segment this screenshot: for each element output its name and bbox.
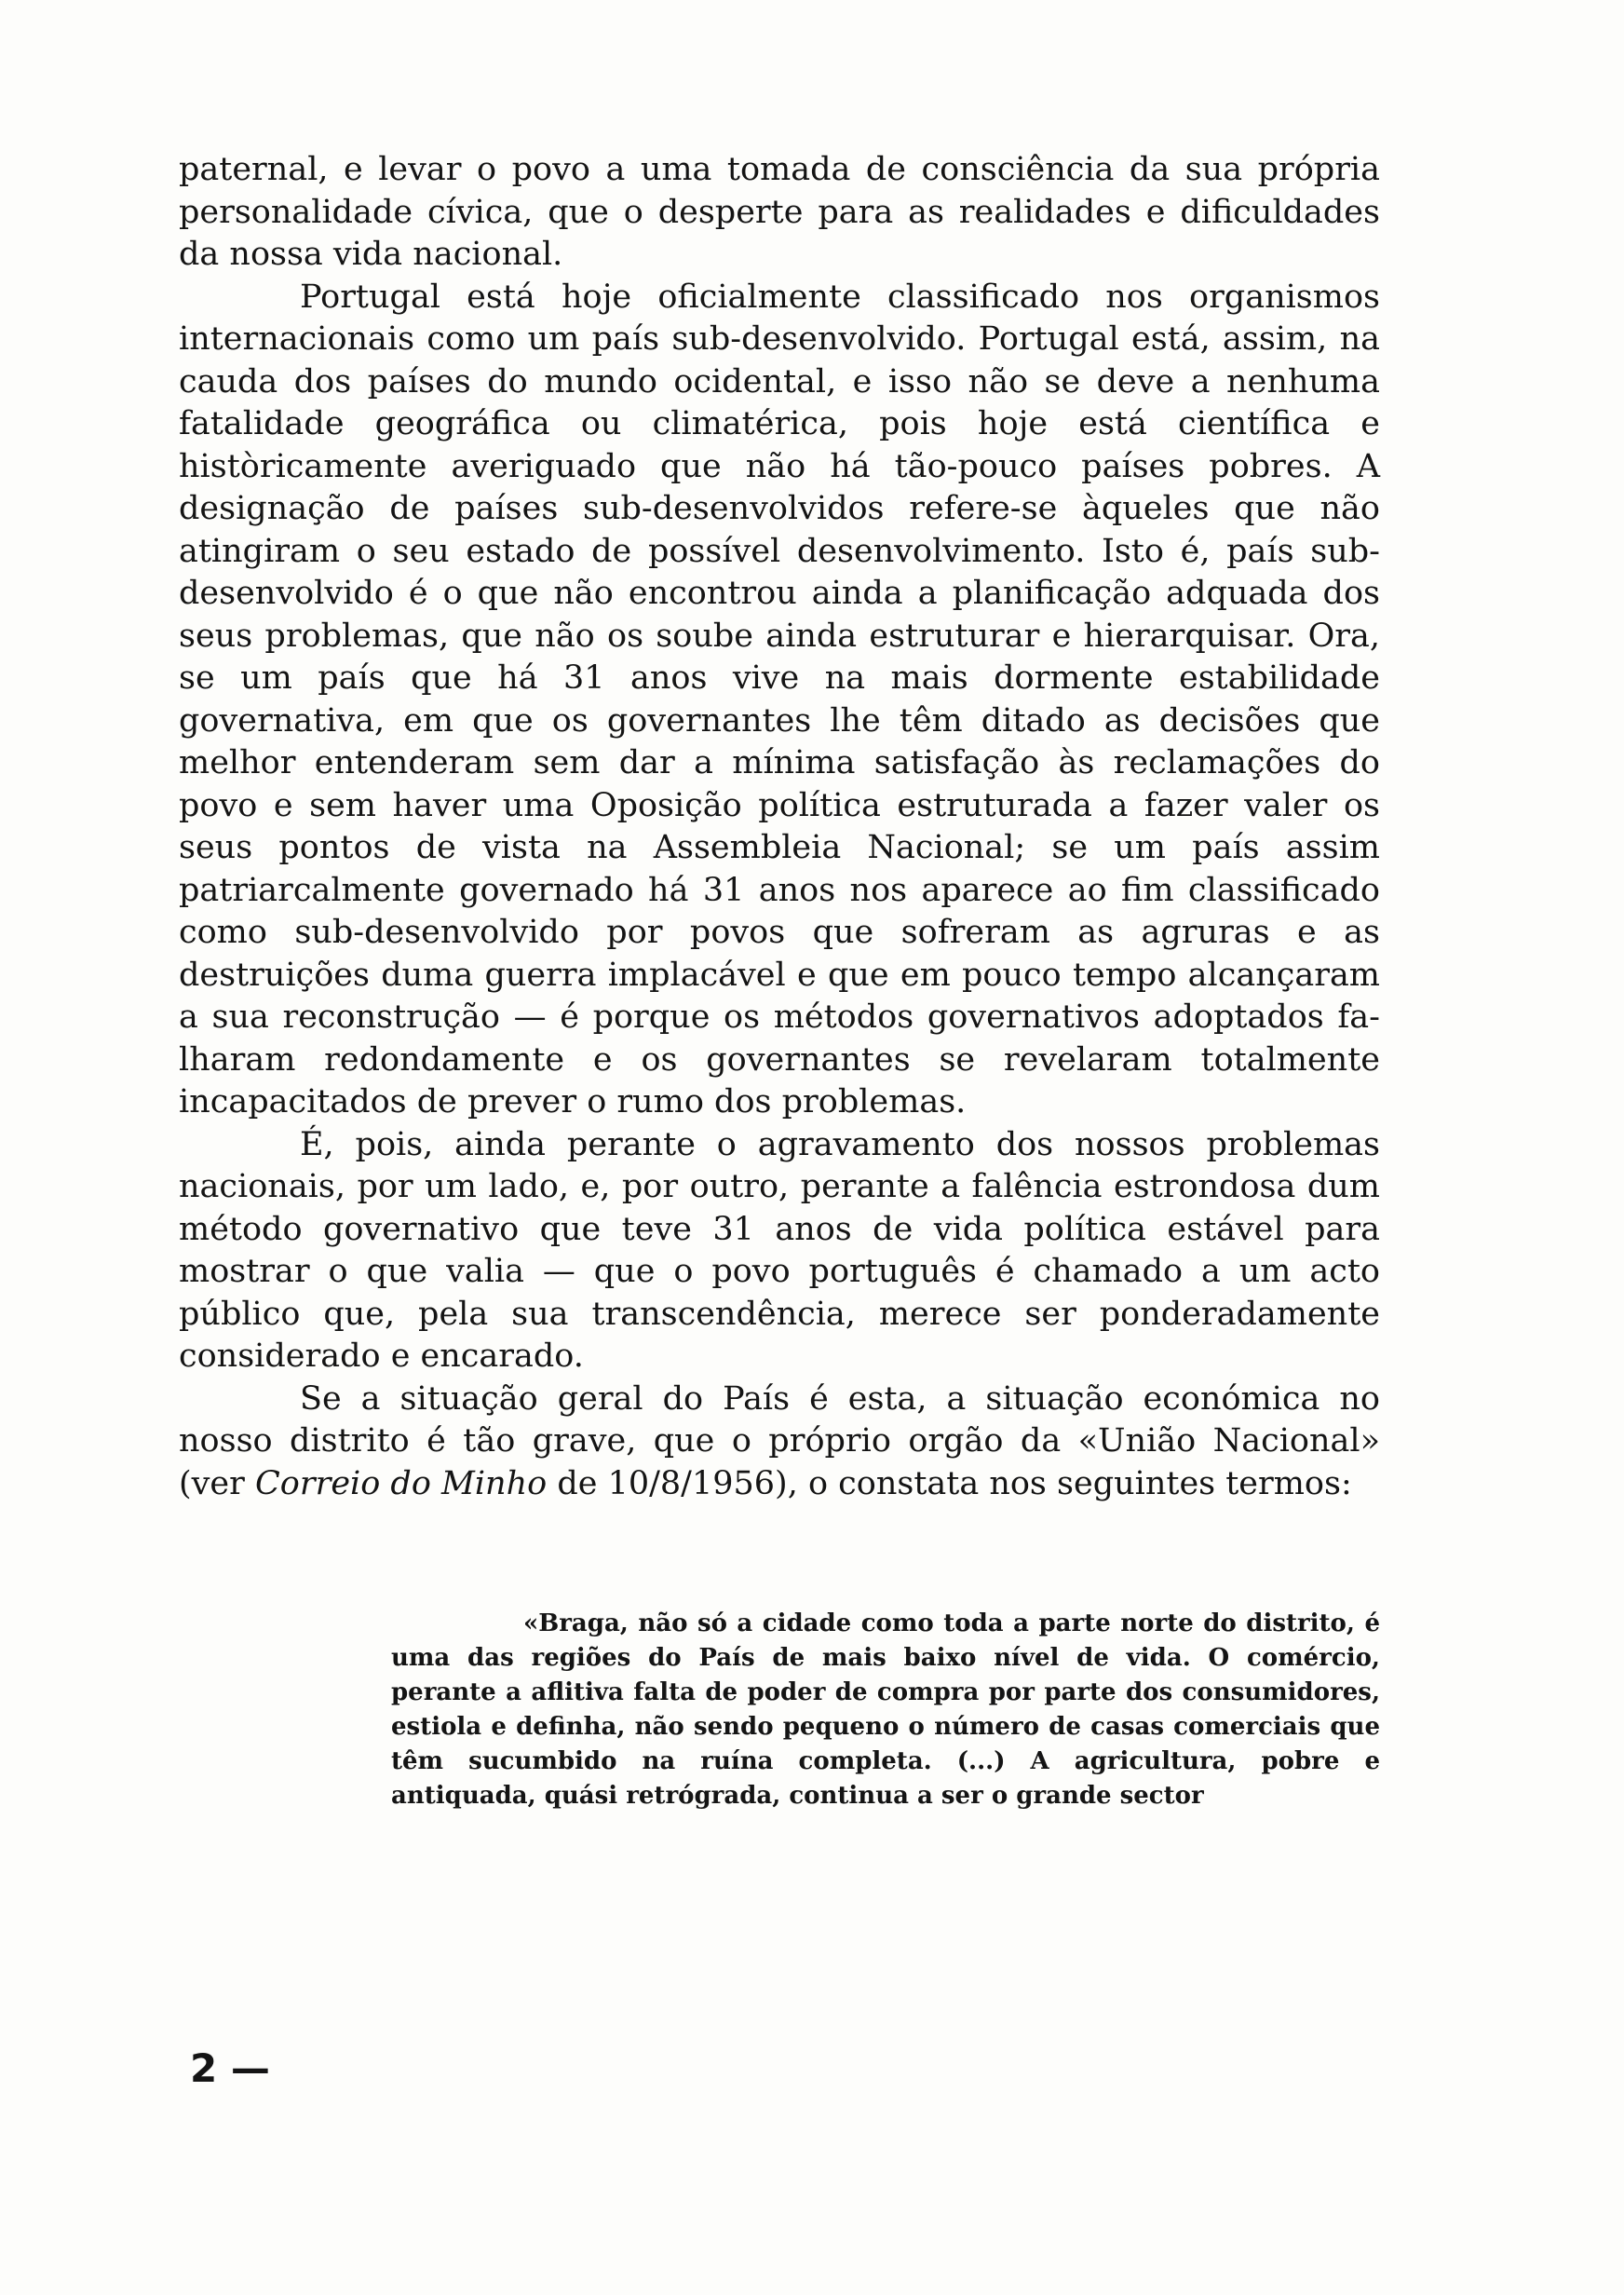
source-citation: Correio do Minho bbox=[255, 1464, 548, 1502]
quote-text: «Braga, não só a cidade como toda a parte norte do distrito, é uma das regiões do País de mais baixo nível de vida. O comércio, perante a aflitiva falta de poder de compra por parte dos consumidores, estiola e definha, não sendo pequeno o número de casas comerciais que têm sucumbido na ruína completa. (...) A agricultura, pobre e antiquada, quási retrógrada, continua a ser o grande sector bbox=[391, 1609, 1380, 1810]
page-number: 2 — bbox=[190, 2045, 270, 2091]
paragraph-1: paternal, e levar o povo a uma tomada de consciência da sua própria personalidade cívica, que o desperte para as realidades e dificuldades da nossa vida nacional. bbox=[179, 151, 1380, 273]
paragraph-3: É, pois, ainda perante o agravamento dos nossos problemas nacionais, por um lado, e, por outro, perante a falência estrondosa dum método governativo que teve 31 anos de vida política estável para mostrar o que valia — que o povo português é chamado a um acto público que, pela sua transcendência, merece ser ponderadamente considerado e encarado. bbox=[179, 1125, 1380, 1375]
paragraph-4-after: de 10/8/1956), o constata nos seguintes termos: bbox=[547, 1464, 1352, 1502]
body-text bbox=[179, 149, 1380, 1505]
block-quote bbox=[391, 1607, 1380, 1813]
paragraph-2: Portugal está hoje oficialmente classificado nos organismos internacionais como um país sub-desenvolvido. Portugal está, assim, na cauda dos países do mundo ocidental, e isso não se deve a nenhuma fatalidade geográfica ou climatérica, pois hoje está científica e històricamente averiguado que não há tão-pouco países pobres. A designação de países sub-desenvolvidos refere-se àqueles que não atingiram o seu estado de possível desenvolvimento. Isto é, país sub-desenvolvido é o que não encontrou ainda a planificação adquada dos seus problemas, que não os soube ainda estruturar e hierarquisar. Ora, se um país que há 31 anos vive na mais dormente estabilidade governativa, em que os governantes lhe têm ditado as decisões que melhor entenderam sem dar a mínima satisfação às reclamações do povo e sem haver uma Oposição política estruturada a fazer valer os seus pontos de vista na Assembleia Nacional; se um país assim patriarcalmente governado há 31 anos nos aparece ao fim classificado como sub-desenvolvido por povos que sofreram as agruras e as destruições duma guerra implacável e que em pouco tempo alcançaram a sua reconstrução — é porque os métodos governativos adoptados falharam redondamente e os governantes se revelaram totalmente incapacitados de prever o rumo dos problemas. bbox=[179, 278, 1380, 1120]
paragraph-4-before: Se a situação geral do País é esta, a situação económica no nosso distrito é tão grave, que o próprio orgão da «União Nacional» (ver bbox=[179, 1379, 1380, 1502]
paragraph-4 bbox=[179, 1378, 1380, 1506]
